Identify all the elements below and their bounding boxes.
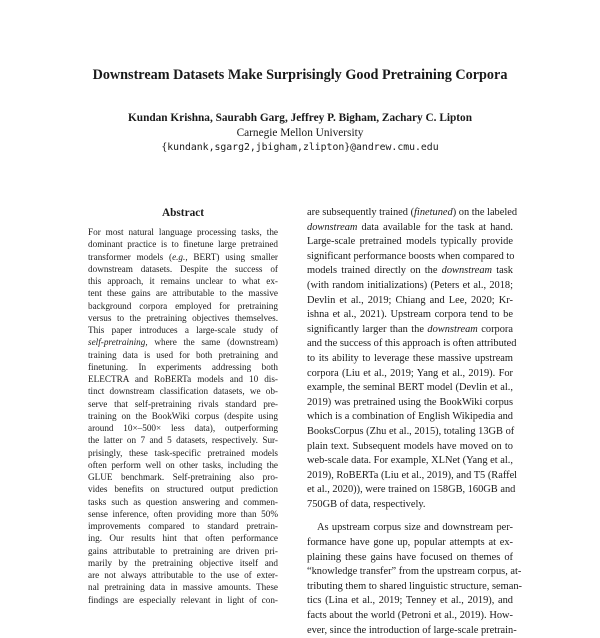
abstract-line: serve that self-pretraining rivals standard pre- — [88, 398, 278, 409]
abstract-line: training data is used for both pretraining and — [88, 349, 278, 360]
intro-line: tics (Lina et al., 2019; Tenney et al., 2019), and — [307, 595, 513, 607]
abstract-line: transformer models (e.g., BERT) using smaller — [88, 251, 278, 262]
abstract-line: nal pretraining data in massive amounts. These — [88, 582, 278, 593]
intro-line: facts about the world (Petroni et al., 2019). How- — [307, 610, 513, 622]
intro-line: 750GB of data, respectively. — [307, 498, 426, 510]
intro-line: web-scale data. For example, XLNet (Yang et al., — [307, 455, 513, 467]
abstract-line: prisingly, these task-specific pretrained models — [88, 447, 278, 458]
abstract-line: training on the BookWiki corpus (despite using — [88, 410, 278, 421]
abstract-line: around 10×–500× less data), outperforming — [88, 423, 278, 433]
intro-line: 2019) was pretrained using the BookWiki corpus — [307, 396, 513, 408]
abstract-line: ELECTRA and RoBERTa models and 10 dis- — [88, 374, 278, 384]
intro-line: to its ability to leverage these massive upstream — [307, 352, 513, 364]
intro-line: models trained directly on the downstream task — [307, 265, 513, 277]
abstract-line: dominant practice is to finetune large pretrained — [88, 239, 278, 250]
abstract-line: For most natural language processing tasks, the — [88, 227, 278, 237]
intro-paragraph-1 — [307, 206, 518, 512]
abstract-heading: Abstract — [161, 207, 205, 219]
intro-line: downstream data available for the task at hand. — [307, 221, 513, 233]
intro-line: plain text. Subsequent models have moved on to — [307, 440, 513, 452]
abstract-line: this approach, it remains unclear to what ex- — [88, 276, 278, 286]
intro-line: formance have gone up, popular attempts at ex- — [307, 537, 513, 549]
intro-line: (with random initializations) (Peters et al., 2018; — [307, 279, 513, 291]
intro-line: and the success of this approach is often attributed — [307, 338, 517, 350]
intro-line: Large-scale pretrained models typically provide — [307, 236, 513, 248]
abstract-line: findings are especially relevant in light of con- — [88, 594, 278, 605]
abstract-line: GLUE benchmark. Self-pretraining also pro- — [88, 472, 278, 482]
affiliation: Carnegie Mellon University — [236, 127, 364, 139]
abstract-line: improvements compared to standard pretrain- — [88, 521, 278, 531]
abstract-line: background corpora employed for pretraining — [88, 300, 278, 311]
abstract-line: versus to the pretraining objectives themselves. — [88, 312, 278, 323]
paper-title: Downstream Datasets Make Surprisingly Good Pretraining Corpora — [92, 67, 508, 83]
intro-line: “knowledge transfer” from the upstream corpus, at- — [307, 566, 522, 578]
intro-line: 2019), RoBERTa (Liu et al., 2019), and T5 (Raffel — [307, 469, 518, 481]
abstract-line: marily by the pretraining objective itself and — [88, 557, 278, 568]
intro-line: tributing them to shared linguistic structure, seman- — [307, 580, 522, 592]
abstract-line: are not always attributable to the use of exter- — [88, 570, 278, 580]
intro-line: ishna et al., 2021). Upstream corpora tend to be — [307, 309, 513, 321]
intro-line: plaining these gains have focused on themes of — [307, 551, 513, 563]
author-emails: {kundank,sgarg2,jbigham,zlipton}@andrew.cmu.edu — [161, 142, 439, 153]
intro-line: example, the seminal BERT model (Devlin et al., — [307, 382, 513, 394]
abstract-line: tent these gains are attributable to the massive — [88, 288, 278, 299]
intro-line: corpora (Liu et al., 2019; Yang et al., 2019). For — [307, 367, 513, 379]
abstract-line: vides benefits on structured output prediction — [88, 484, 278, 495]
introduction-column — [307, 206, 522, 638]
abstract-line: This paper introduces a large-scale study of — [88, 325, 278, 335]
intro-line: significantly larger than the downstream corpora — [307, 323, 513, 335]
intro-line: As upstream corpus size and downstream per- — [317, 522, 513, 534]
intro-line: which is a combination of English Wikipedia and — [307, 411, 513, 423]
abstract-line: tasks such as question answering and commen- — [88, 496, 278, 507]
author-list: Kundan Krishna, Saurabh Garg, Jeffrey P. Bigham, Zachary C. Lipton — [128, 112, 472, 124]
abstract-line: the latter on 7 and 5 datasets, respectively. Sur- — [88, 435, 278, 446]
abstract-body — [88, 226, 278, 606]
intro-paragraph-2 — [307, 521, 522, 638]
intro-line: Devlin et al., 2019; Chiang and Lee, 2020; Kr- — [307, 294, 513, 306]
intro-line: significant performance boosts when compared to — [307, 250, 515, 262]
intro-line: BooksCorpus (Zhu et al., 2015), totaling 13GB of — [307, 425, 515, 437]
abstract-line: finetuning. In experiments addressing both — [88, 361, 278, 372]
intro-line: et al., 2020)), were trained on 158GB, 160GB and — [307, 484, 516, 496]
abstract-line: downstream datasets. Despite the success of — [88, 263, 278, 274]
abstract-line: gains attributable to pretraining are driven pri- — [88, 545, 278, 556]
abstract-line: sense inference, often providing more than 50% — [88, 508, 278, 519]
intro-line: are subsequently trained (finetuned) on the labeled — [307, 207, 518, 218]
abstract-line: ing. Our results hint that often performance — [88, 533, 278, 544]
abstract-line: tinct downstream classification datasets, we ob- — [88, 386, 278, 397]
abstract-line: self-pretraining, where the same (downstream) — [88, 337, 278, 348]
abstract-line: often perform well on other tasks, including the — [88, 459, 278, 470]
intro-line: ever, since the introduction of large-scale pretrain- — [307, 624, 517, 636]
